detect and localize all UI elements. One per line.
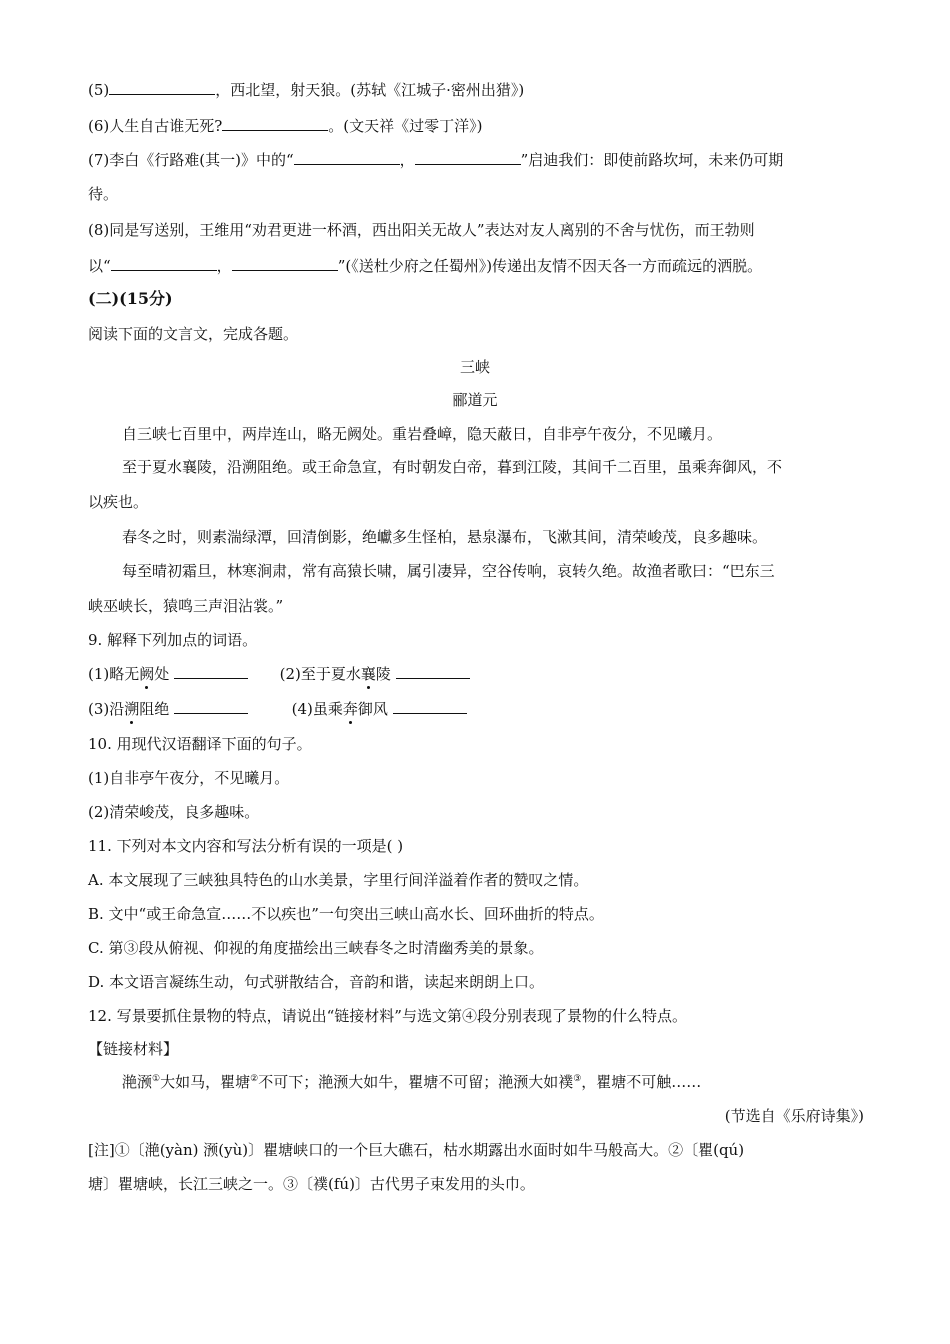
question-9-items-row2: (3)沿溯阻绝 (4)虽乘奔御风 xyxy=(88,699,467,719)
question-10-stem: 10. 用现代汉语翻译下面的句子。 xyxy=(88,735,312,753)
question-9-stem: 9. 解释下列加点的词语。 xyxy=(88,631,258,649)
passage-paragraph-2-line2: 以疾也。 xyxy=(88,493,149,511)
answer-blank[interactable] xyxy=(111,256,217,271)
answer-blank[interactable] xyxy=(294,150,400,165)
option-b[interactable]: B. 文中“或王命急宣……不以疾也”一句突出三峡山高水长、回环曲折的特点。 xyxy=(88,905,604,923)
annotation-line-1: [注]①〔滟(yàn) 滪(yù)〕瞿塘峡口的一个巨大礁石，枯水期露出水面时如牛马般高大。②〔瞿(qú) xyxy=(88,1141,745,1159)
question-11-stem: 11. 下列对本文内容和写法分析有误的一项是( ) xyxy=(88,837,404,855)
dotted-word: 阙 xyxy=(139,665,155,683)
answer-blank[interactable] xyxy=(415,150,521,165)
linked-material-label: 【链接材料】 xyxy=(88,1040,179,1058)
passage-title: 三峡 xyxy=(459,358,490,376)
section-instruction: 阅读下面的文言文，完成各题。 xyxy=(88,325,299,343)
question-7-line2: 待。 xyxy=(88,185,119,203)
dotted-word: 襄 xyxy=(360,665,376,683)
passage-paragraph-4-line2: 峡巫峡长，猿鸣三声泪沾裳。” xyxy=(88,597,284,615)
passage-paragraph-3: 春冬之时，则素湍绿潭，回清倒影，绝巘多生怪柏，悬泉瀑布，飞漱其间，清荣峻茂，良多趣味。 xyxy=(122,528,768,546)
answer-blank[interactable] xyxy=(109,80,215,95)
question-12-stem: 12. 写景要抓住景物的特点，请说出“链接材料”与选文第④段分别表现了景物的什么特点。 xyxy=(88,1007,687,1025)
section-heading: (二)(15分) xyxy=(88,289,173,308)
answer-blank[interactable] xyxy=(174,664,248,679)
passage-paragraph-4: 每至晴初霜旦，林寒涧肃，常有高猿长啸，属引凄异，空谷传响，哀转久绝。故渔者歌曰：“巴东三 xyxy=(122,562,775,580)
passage-paragraph-1: 自三峡七百里中，两岸连山，略无阙处。重岩叠嶂，隐天蔽日，自非亭午夜分，不见曦月。 xyxy=(122,425,723,443)
answer-blank[interactable] xyxy=(232,256,338,271)
answer-blank[interactable] xyxy=(396,664,470,679)
question-8-line2: 以“ ， ”(《送杜少府之任蜀州》)传递出友情不因天各一方而疏远的洒脱。 xyxy=(88,257,763,275)
option-a[interactable]: A. 本文展现了三峡独具特色的山水美景，字里行间洋溢着作者的赞叹之情。 xyxy=(88,871,589,889)
question-5: (5) ，西北望，射天狼。(苏轼《江城子·密州出猎》) xyxy=(88,81,525,99)
answer-blank[interactable] xyxy=(174,699,248,714)
question-7: (7)李白《行路难(其一)》中的“ ， ”启迪我们：即使前路坎坷，未来仍可期 xyxy=(88,151,784,169)
answer-blank[interactable] xyxy=(393,699,467,714)
linked-material-text: 滟滪①大如马，瞿塘②不可下；滟滪大如牛，瞿塘不可留；滟滪大如襆③，瞿塘不可触…… xyxy=(122,1073,702,1091)
question-10-sentence-1: (1)自非亭午夜分，不见曦月。 xyxy=(88,769,290,787)
option-d[interactable]: D. 本文语言凝练生动，句式骈散结合，音韵和谐，读起来朗朗上口。 xyxy=(88,973,545,991)
annotation-line-2: 塘〕瞿塘峡，长江三峡之一。③〔襆(fú)〕古代男子束发用的头巾。 xyxy=(88,1175,535,1193)
option-c[interactable]: C. 第③段从俯视、仰视的角度描绘出三峡春冬之时清幽秀美的景象。 xyxy=(88,939,544,957)
passage-paragraph-2: 至于夏水襄陵，沿溯阻绝。或王命急宣，有时朝发白帝，暮到江陵，其间千二百里，虽乘奔御风，不 xyxy=(122,458,783,476)
question-6: (6)人生自古谁无死? 。(文天祥《过零丁洋》) xyxy=(88,117,483,135)
question-8: (8)同是写送别，王维用“劝君更进一杯酒，西出阳关无故人”表达对友人离别的不舍与忧伤，而王勃则 xyxy=(88,221,755,239)
question-9-items-row1: (1)略无阙处 (2)至于夏水襄陵 xyxy=(88,664,470,684)
dotted-word: 奔 xyxy=(342,700,358,718)
passage-author: 郦道元 xyxy=(452,391,498,409)
question-10-sentence-2: (2)清荣峻茂，良多趣味。 xyxy=(88,803,260,821)
dotted-word: 溯 xyxy=(124,700,140,718)
answer-blank[interactable] xyxy=(222,116,328,131)
material-source: (节选自《乐府诗集》) xyxy=(724,1107,864,1125)
